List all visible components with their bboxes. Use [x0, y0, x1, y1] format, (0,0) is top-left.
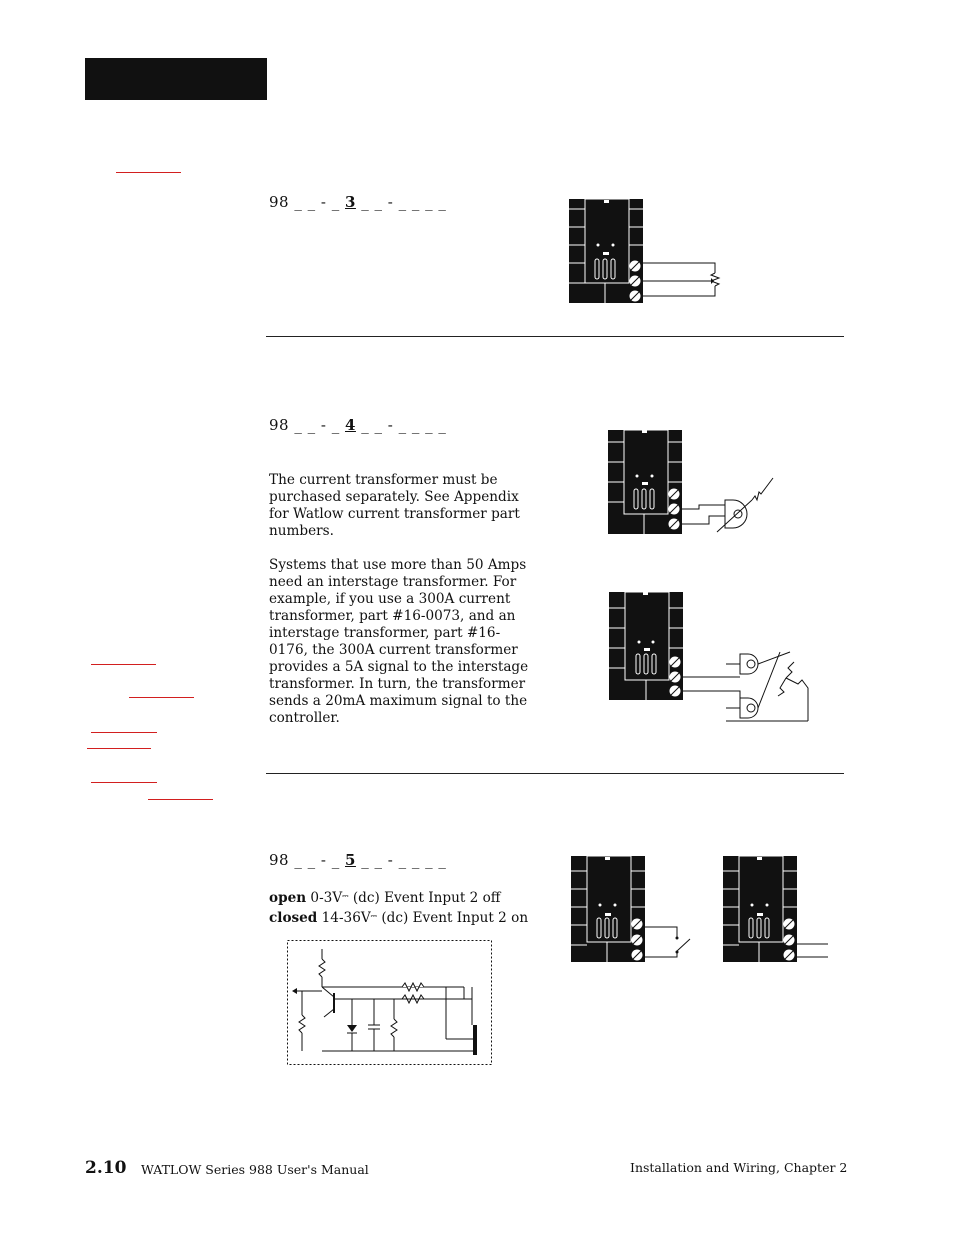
manual-title: WATLOW Series 988 User's Manual: [141, 1162, 369, 1177]
wiring-diagram-potentiometer: [568, 197, 728, 307]
dc-symbol-icon: ⎓: [342, 891, 349, 900]
ct-paragraph-2: Systems that use more than 50 Amps need an interstage transformer. For example, if you use a 300A current transformer, part #16-0073, and an interstage transformer, part #16-0176, the 300A current transformer provides a 5A signal to the interstage transformer. In turn, the transformer sends a 20mA maximum signal to the controller.: [269, 557, 529, 726]
margin-link[interactable]: [129, 697, 194, 698]
model-number-3: 98 _ _ - _ 3 _ _ - _ _ _ _: [269, 193, 447, 211]
wiring-diagram-current-transformer: [607, 428, 787, 538]
wiring-diagram-voltage-input: [722, 855, 832, 965]
event-open-line: open 0-3V⎓ (dc) Event Input 2 off: [269, 890, 501, 906]
margin-link[interactable]: [148, 799, 213, 800]
event-closed-line: closed 14-36V⎓ (dc) Event Input 2 on: [269, 910, 529, 926]
event-input-circuit-schematic: [286, 939, 494, 1067]
wiring-diagram-interstage-transformer: [608, 590, 818, 730]
section-divider: [266, 336, 844, 337]
current-transformer-text: [269, 472, 537, 744]
margin-link[interactable]: [91, 732, 157, 733]
page-number: 2.10: [85, 1158, 127, 1178]
margin-link[interactable]: [91, 664, 156, 665]
model-number-5: 98 _ _ - _ 5 _ _ - _ _ _ _: [269, 851, 447, 869]
dc-symbol-icon: ⎓: [370, 911, 378, 920]
event-input-states: [269, 887, 528, 927]
margin-link[interactable]: [116, 172, 181, 173]
margin-link[interactable]: [87, 748, 151, 749]
ct-paragraph-1: The current transformer must be purchased separately. See Appendix for Watlow current transformer part numbers.: [269, 472, 520, 539]
header-bar: [85, 58, 267, 100]
margin-link[interactable]: [91, 782, 157, 783]
model-number-4: 98 _ _ - _ 4 _ _ - _ _ _ _: [269, 416, 447, 434]
chapter-title: Installation and Wiring, Chapter 2: [630, 1160, 848, 1175]
wiring-diagram-switch-input: [570, 855, 700, 965]
section-divider: [266, 773, 844, 774]
